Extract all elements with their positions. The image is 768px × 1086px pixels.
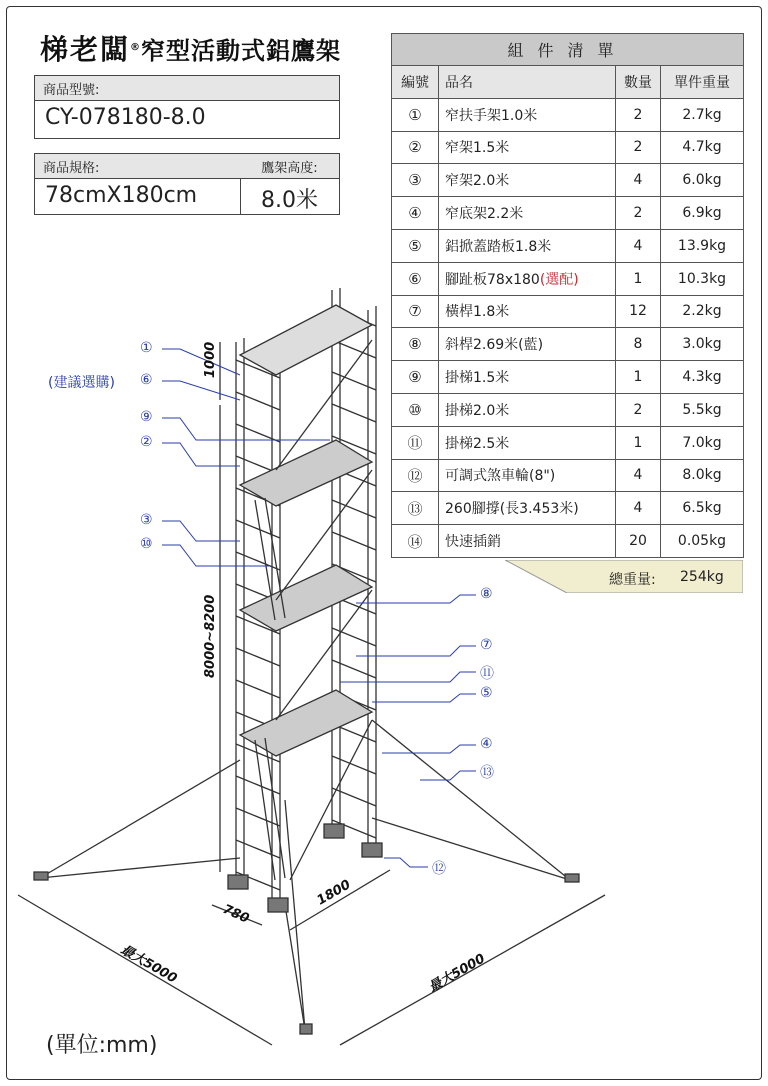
- frame-rung: [236, 840, 280, 858]
- callout-7: ⑦: [480, 637, 493, 653]
- part-quantity-text: 2: [633, 401, 643, 418]
- registered-mark: ®: [130, 42, 142, 53]
- callout-3: ③: [140, 512, 153, 528]
- total-weight-label: 總重量:: [609, 572, 656, 588]
- frame-rung: [236, 808, 280, 826]
- part-quantity-text: 4: [633, 172, 643, 189]
- part-name-text: 快速插銷: [445, 534, 501, 551]
- frame-rung: [332, 404, 376, 422]
- part-weight-text: 13.9kg: [677, 237, 727, 254]
- callout-2: ②: [140, 434, 153, 450]
- part-name-text: 斜桿2.69米(藍): [445, 337, 544, 354]
- frame-rung: [236, 552, 280, 570]
- optional-note: (選配): [539, 271, 579, 288]
- part-weight-text: 4.3kg: [682, 369, 722, 386]
- dim-max-right-label: 最大5000: [426, 951, 488, 996]
- part-number-text: ⑨: [408, 368, 422, 387]
- outrigger-line: [40, 760, 240, 878]
- part-quantity-text: 2: [633, 205, 643, 222]
- part-number-text: ②: [408, 138, 422, 157]
- frame-rung: [236, 648, 280, 666]
- part-weight-text: 6.5kg: [682, 500, 722, 517]
- part-number-text: ⑭: [407, 532, 423, 551]
- height-label: 鷹架高度:: [240, 154, 339, 179]
- brand-logo: 梯老闆: [40, 33, 131, 66]
- part-quantity-text: 4: [633, 467, 643, 484]
- part-number-text: ①: [408, 105, 422, 124]
- frame-rung: [332, 660, 376, 678]
- frame-rung: [236, 520, 280, 538]
- part-number-text: ⑬: [407, 499, 423, 518]
- part-weight-text: 6.0kg: [682, 172, 722, 189]
- part-quantity-text: 1: [633, 434, 643, 451]
- part-name-text: 260腳撐(長3.453米): [445, 501, 579, 518]
- parts-table-title: 組件清單: [392, 34, 744, 66]
- callout-8: ⑧: [480, 586, 493, 602]
- part-quantity-text: 4: [633, 237, 643, 254]
- part-weight-text: 2.2kg: [682, 303, 722, 320]
- frame-rung: [332, 756, 376, 774]
- part-number-text: ④: [408, 204, 422, 223]
- part-number-text: ⑦: [408, 302, 422, 321]
- callout-11: ⑪: [480, 666, 494, 682]
- height-value: 8.0米: [261, 188, 318, 213]
- part-name-text: 腳趾板78x180: [445, 271, 540, 288]
- part-quantity-text: 20: [629, 533, 647, 550]
- product-title: 窄型活動式鋁鷹架: [141, 37, 342, 65]
- part-weight-text: 5.5kg: [682, 401, 722, 418]
- part-quantity-text: 2: [633, 139, 643, 156]
- model-value: CY-078180-8.0: [45, 105, 206, 130]
- frame-rung: [332, 532, 376, 550]
- part-weight-text: 2.7kg: [682, 106, 722, 123]
- model-label: 商品型號:: [35, 76, 339, 101]
- spec-value: 78cmX180cm: [45, 183, 198, 208]
- dim-height-label: 8000~8200: [203, 594, 218, 678]
- col-header-name: 品名: [439, 66, 616, 99]
- dim-top-label: 1000: [203, 341, 218, 378]
- part-name-text: 掛梯1.5米: [445, 370, 510, 387]
- part-quantity-text: 1: [633, 270, 643, 287]
- part-name-text: 掛梯2.5米: [445, 435, 510, 452]
- part-name-text: 掛梯2.0米: [445, 402, 510, 419]
- part-quantity-text: 4: [633, 500, 643, 517]
- total-weight-value: 254kg: [680, 569, 724, 585]
- callout-13: ⑬: [480, 765, 494, 781]
- frame-rung: [236, 680, 280, 698]
- part-name-text: 橫桿1.8米: [445, 304, 510, 321]
- part-weight-text: 3.0kg: [682, 336, 722, 353]
- callout-12: ⑫: [432, 861, 446, 877]
- part-weight-text: 10.3kg: [677, 270, 727, 287]
- frame-rung: [236, 392, 280, 410]
- unit-note: (單位:mm): [46, 1033, 158, 1058]
- spec-label: 商品規格:: [35, 154, 240, 179]
- dim-depth-label: 780: [220, 901, 252, 927]
- callout-6: ⑥: [140, 372, 153, 388]
- part-number-text: ⑤: [408, 236, 422, 255]
- part-quantity-text: 12: [629, 303, 647, 320]
- part-quantity-text: 1: [633, 369, 643, 386]
- part-quantity-text: 8: [633, 336, 643, 353]
- frame-rung: [332, 372, 376, 390]
- dim-width-label: 1800: [314, 877, 354, 909]
- col-header-no: 編號: [392, 66, 439, 99]
- part-weight-text: 4.7kg: [682, 139, 722, 156]
- part-number-text: ⑧: [408, 335, 422, 354]
- callout-9: ⑨: [140, 409, 153, 425]
- part-weight-text: 0.05kg: [677, 533, 727, 550]
- dim-max-left-label: 最大5000: [118, 942, 180, 987]
- callout-1: ①: [140, 340, 153, 356]
- callout-6-note: (建議選購): [48, 375, 115, 391]
- part-name-text: 可調式煞車輪(8"): [445, 468, 556, 485]
- frame-rung: [332, 788, 376, 806]
- callout-4: ④: [480, 736, 493, 752]
- part-name-text: 鋁掀蓋踏板1.8米: [445, 238, 552, 255]
- part-name-text: 窄扶手架1.0米: [445, 107, 538, 124]
- part-name-text: 窄架1.5米: [445, 140, 510, 157]
- part-number-text: ⑥: [408, 269, 422, 288]
- part-quantity-text: 2: [633, 106, 643, 123]
- col-header-weight: 單件重量: [661, 66, 744, 99]
- part-weight-text: 6.9kg: [682, 205, 722, 222]
- part-number-text: ⑫: [407, 466, 423, 485]
- part-name-text: 窄架2.0米: [445, 173, 510, 190]
- frame-rung: [236, 776, 280, 794]
- frame-rung: [236, 424, 280, 442]
- part-number-text: ⑪: [407, 434, 423, 453]
- part-number-text: ⑩: [408, 400, 422, 419]
- callout-10: ⑩: [140, 536, 153, 552]
- part-name-text: 窄底架2.2米: [445, 206, 524, 223]
- frame-rung: [332, 628, 376, 646]
- col-header-qty: 數量: [616, 66, 661, 99]
- part-number-text: ③: [408, 171, 422, 190]
- part-weight-text: 8.0kg: [682, 467, 722, 484]
- callout-5: ⑤: [480, 685, 493, 701]
- part-weight-text: 7.0kg: [682, 434, 722, 451]
